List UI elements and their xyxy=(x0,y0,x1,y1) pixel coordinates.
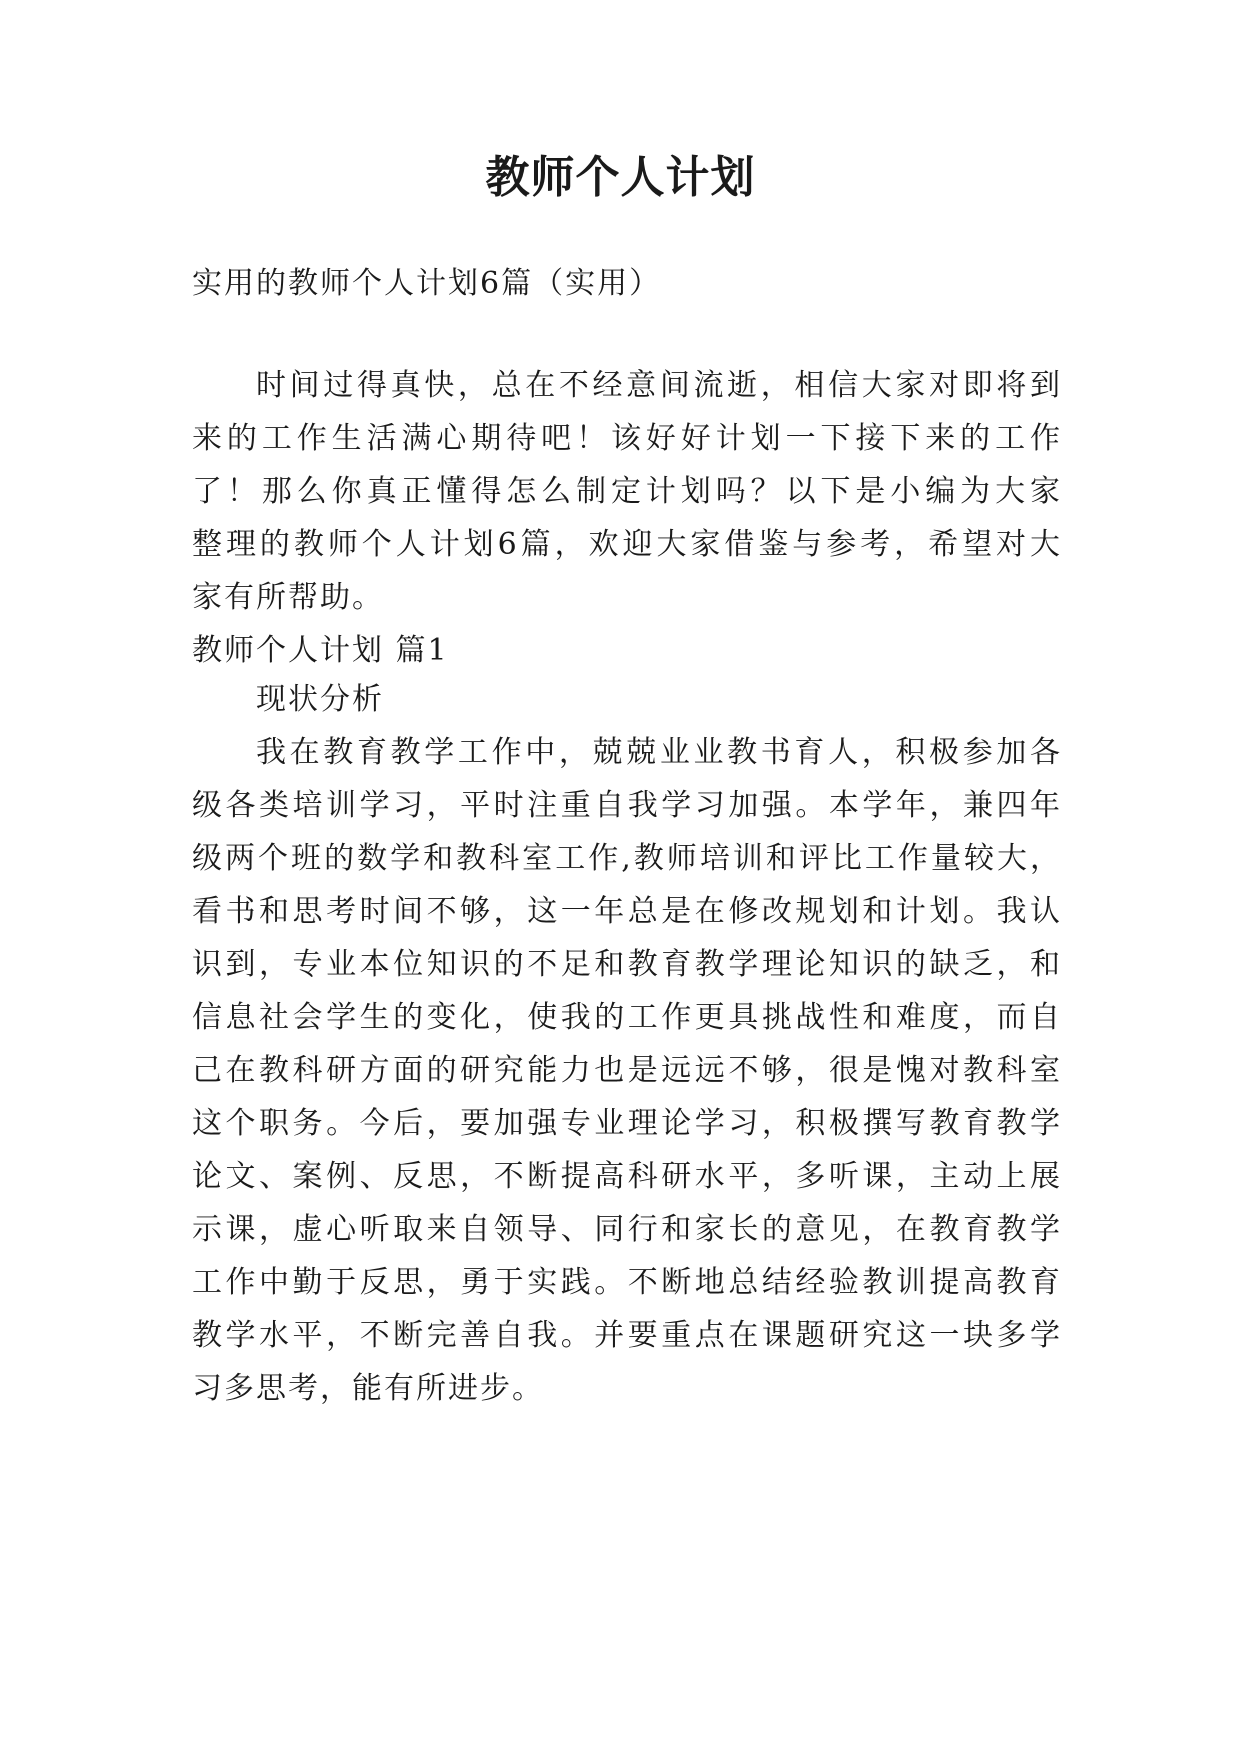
document-title: 教师个人计划 xyxy=(485,152,756,203)
body-line: 工作中勤于反思，勇于实践。不断地总结经验教训提高教育 xyxy=(192,1265,1062,1300)
intro-line: 了！那么你真正懂得怎么制定计划吗？以下是小编为大家 xyxy=(192,474,1062,509)
body-line: 习多思考，能有所进步。 xyxy=(192,1371,544,1406)
section-heading: 教师个人计划 篇1 xyxy=(192,633,449,668)
body-line: 己在教科研方面的研究能力也是远远不够，很是愧对教科室 xyxy=(192,1053,1062,1088)
body-line: 论文、案例、反思，不断提高科研水平，多听课，主动上展 xyxy=(192,1159,1062,1194)
body-line: 信息社会学生的变化，使我的工作更具挑战性和难度，而自 xyxy=(192,1000,1062,1035)
intro-line: 家有所帮助。 xyxy=(192,580,384,615)
body-line: 识到，专业本位知识的不足和教育教学理论知识的缺乏，和 xyxy=(192,947,1062,982)
intro-line: 来的工作生活满心期待吧！该好好计划一下接下来的工作 xyxy=(192,421,1062,456)
intro-line: 时间过得真快，总在不经意间流逝，相信大家对即将到 xyxy=(256,368,1062,403)
body-line: 级两个班的数学和教科室工作,教师培训和评比工作量较大， xyxy=(192,841,1062,876)
body-line: 级各类培训学习，平时注重自我学习加强。本学年，兼四年 xyxy=(192,788,1062,823)
body-line: 这个职务。今后，要加强专业理论学习，积极撰写教育教学 xyxy=(192,1106,1062,1141)
body-line: 看书和思考时间不够，这一年总是在修改规划和计划。我认 xyxy=(192,894,1062,929)
document-subtitle: 实用的教师个人计划6篇（实用） xyxy=(192,266,662,301)
body-line: 示课，虚心听取来自领导、同行和家长的意见，在教育教学 xyxy=(192,1212,1062,1247)
body-line: 我在教育教学工作中，兢兢业业教书育人，积极参加各 xyxy=(256,735,1062,770)
intro-line: 整理的教师个人计划6篇，欢迎大家借鉴与参考，希望对大 xyxy=(192,527,1062,562)
subheading: 现状分析 xyxy=(256,682,384,717)
body-line: 教学水平，不断完善自我。并要重点在课题研究这一块多学 xyxy=(192,1318,1062,1353)
